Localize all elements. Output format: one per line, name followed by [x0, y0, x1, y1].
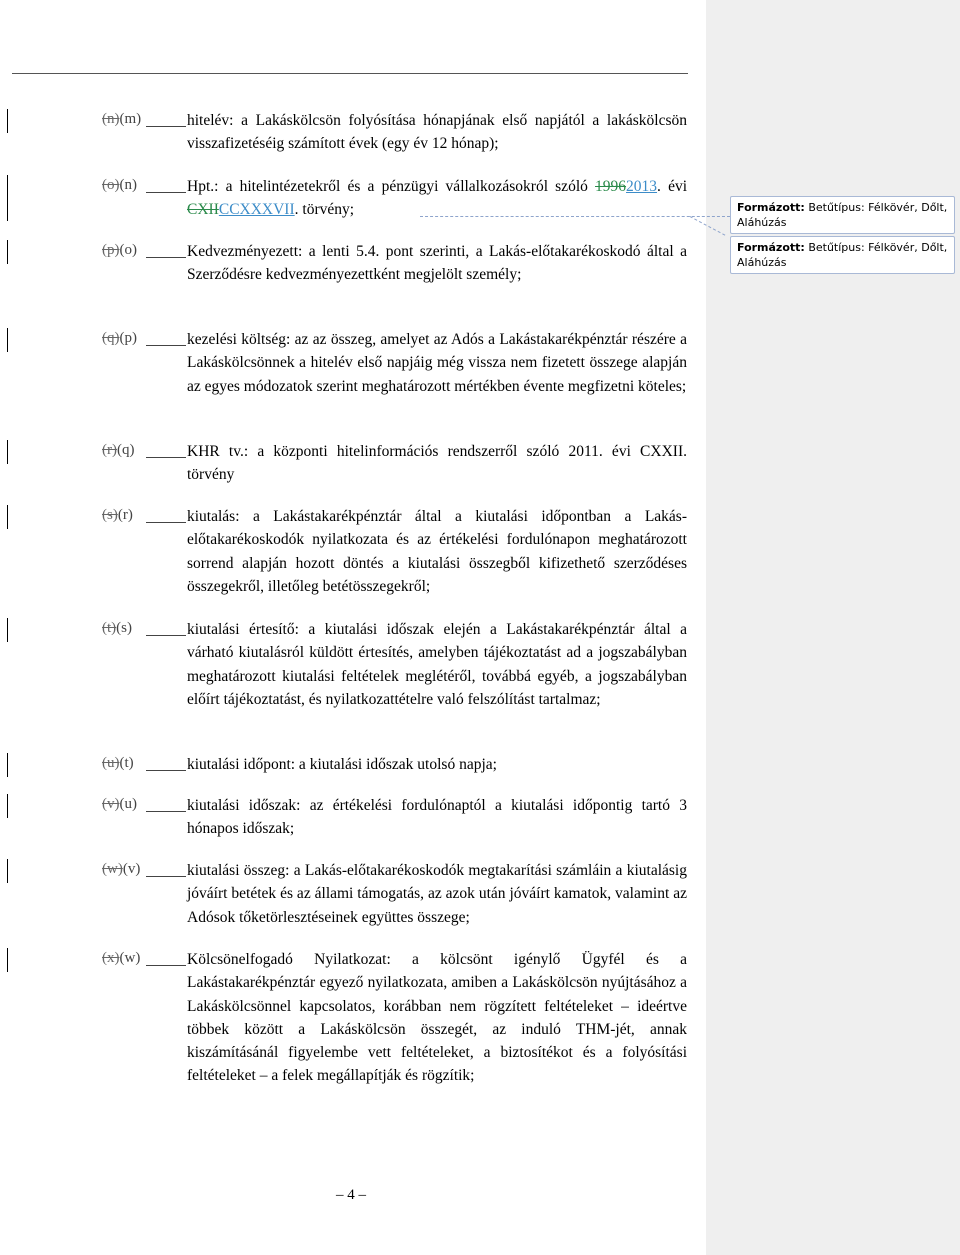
- new-label: (s): [116, 620, 132, 636]
- item-label: [102, 109, 141, 130]
- header-rule: [12, 73, 688, 74]
- change-bar: [7, 794, 8, 818]
- item-label: [102, 753, 134, 774]
- definition-item: [0, 753, 700, 779]
- item-label: [102, 328, 137, 349]
- item-label: [102, 618, 132, 639]
- item-label: [102, 240, 137, 261]
- definition-text: KHR tv.: a központi hitelinformációs rendszerről szóló 2011. évi CXXII. törvény: [187, 443, 687, 484]
- new-label: (n): [119, 177, 137, 193]
- definition-item: [0, 618, 700, 736]
- text-part: . törvény;: [294, 201, 355, 219]
- comment-text: Betűtípus: Félkövér, Dőlt, Aláhúzás: [737, 241, 948, 269]
- change-bar: [7, 618, 8, 642]
- definition-item: [0, 109, 700, 159]
- definition-text: kiutalás: a Lakástakarékpénztár által a kiutalási időpontban a Lakás-előtakarékoskodók nyilatkozata és az értékelési fordulónapon meghatározott sorrend alapján hozott döntés a kiutalási összegből kifizethető szerződéses összegekről, illetőleg betétösszegekről;: [187, 508, 687, 595]
- definition-text: kezelési költség: az az összeg, amelyet az Adós a Lakástakarékpénztár részére a Lakáskölcsönnek a hitelév első napjáig még vissza nem fizetett összege alapján az egyes módozatok szerint meghatározott mértékben évente megfizetni köteles;: [187, 331, 687, 395]
- new-label: (m): [119, 111, 142, 127]
- deleted-text: 1996: [595, 178, 627, 195]
- tab-leader: [146, 770, 186, 771]
- item-label: [102, 175, 137, 196]
- definition-text: kiutalási időpont: a kiutalási időszak utolsó napja;: [187, 756, 497, 773]
- new-label: (o): [119, 242, 137, 258]
- change-bar: [7, 175, 8, 221]
- change-bar: [7, 753, 8, 777]
- item-label: [102, 505, 133, 526]
- change-bar: [7, 240, 8, 264]
- definition-text: [187, 175, 687, 222]
- old-label: (x): [102, 950, 120, 966]
- old-label: (u): [102, 755, 120, 771]
- old-label: (q): [102, 330, 120, 346]
- definition-text: hitelév: a Lakáskölcsön folyósítása hónapjának első napjától a lakáskölcsön visszafizetéséig számított évek (egy év 12 hónap);: [187, 112, 687, 153]
- definition-item: [0, 440, 700, 490]
- tab-leader: [146, 126, 186, 127]
- old-label: (r): [102, 442, 117, 458]
- definition-item: [0, 328, 700, 424]
- comment-label: Formázott:: [737, 201, 805, 214]
- change-bar: [7, 948, 8, 972]
- definition-item: [0, 175, 700, 225]
- comment-margin-pane: [706, 0, 960, 1255]
- tab-leader: [146, 192, 186, 193]
- old-label: (t): [102, 620, 117, 636]
- text-part: Hpt.: a hitelintézetekről és a pénzügyi vállalkozásokról szóló: [187, 178, 596, 195]
- comment-text: Betűtípus: Félkövér, Dőlt, Aláhúzás: [737, 201, 948, 229]
- inserted-text: CCXXXVII: [218, 201, 295, 219]
- item-label: [102, 794, 137, 815]
- definition-item: [0, 794, 700, 844]
- change-bar: [7, 859, 8, 883]
- definition-text: kiutalási összeg: a Lakás-előtakarékoskodók megtakarítási számláin a kiutalásig jóváírt betétek és az állami támogatás, az azok után jóváírt kamatok, valamint az Adósok tőketörlesztéseinek együttes összege;: [187, 862, 687, 926]
- tab-leader: [146, 257, 186, 258]
- definition-item: [0, 859, 700, 931]
- inserted-text: 2013: [626, 178, 658, 195]
- old-label: (w): [102, 861, 123, 877]
- item-label: [102, 948, 140, 969]
- comment-balloon[interactable]: [730, 236, 955, 274]
- new-label: (t): [119, 755, 134, 771]
- tab-leader: [146, 965, 186, 966]
- tab-leader: [146, 522, 186, 523]
- definition-text: Kedvezményezett: a lenti 5.4. pont szerinti, a Lakás-előtakarékoskodó által a Szerződésre kedvezményezettként megjelölt személy;: [187, 243, 687, 284]
- definition-item: [0, 948, 700, 1118]
- new-label: (w): [119, 950, 141, 966]
- change-bar: [7, 505, 8, 529]
- old-label: (p): [102, 242, 120, 258]
- definition-item: [0, 240, 700, 312]
- item-label: [102, 440, 135, 461]
- definition-item: [0, 505, 700, 601]
- old-label: (o): [102, 177, 120, 193]
- page-number-value: 4: [347, 1187, 355, 1203]
- definition-text: Kölcsönelfogadó Nyilatkozat: a kölcsönt igénylő Ügyfél és a Lakástakarékpénztár egyező nyilatkozata, amiben a Lakáskölcsön nyújtásához a Lakáskölcsönnel kapcsolatos, korábban nem rögzített feltételeket – ideértve többek között a Lakáskölcsön összegét, az induló THM-jét, annak kiszámításánál figyelembe vett feltételeket, a biztosítékot és a folyósítási feltételeket – a felek megállapítják és rögzítik;: [187, 951, 687, 1085]
- new-label: (r): [117, 507, 133, 523]
- change-bar: [7, 440, 8, 464]
- deleted-text: CXII: [187, 201, 219, 219]
- new-label: (p): [119, 330, 137, 346]
- change-bar: [7, 328, 8, 352]
- new-label: (v): [122, 861, 141, 877]
- tab-leader: [146, 457, 186, 458]
- comment-balloon[interactable]: [730, 196, 955, 234]
- new-label: (u): [119, 796, 137, 812]
- new-label: (q): [117, 442, 135, 458]
- change-bar: [7, 109, 8, 133]
- text-part: . évi: [657, 178, 687, 195]
- definition-text: kiutalási értesítő: a kiutalási időszak elején a Lakástakarékpénztár által a várható kiutalásról küldött értesítés, amelyben tájékoztatást ad a jogszabályban meghatározott kiutalási feltételek meglétéről, továbbá egyéb, a jogszabályban előírt tájékoztatást, és nyilatkozattételre való felszólítást tartalmaz;: [187, 621, 687, 708]
- item-label: [102, 859, 140, 880]
- comment-label: Formázott:: [737, 241, 805, 254]
- old-label: (v): [102, 796, 120, 812]
- tab-leader: [146, 635, 186, 636]
- tab-leader: [146, 876, 186, 877]
- old-label: (s): [102, 507, 118, 523]
- comment-connector: [420, 216, 730, 217]
- definition-text: kiutalási időszak: az értékelési fordulónaptól a kiutalási időpontig tartó 3 hónapos időszak;: [187, 797, 687, 838]
- tab-leader: [146, 345, 186, 346]
- page-number: – 4 –: [336, 1187, 366, 1203]
- old-label: (n): [102, 111, 120, 127]
- tab-leader: [146, 811, 186, 812]
